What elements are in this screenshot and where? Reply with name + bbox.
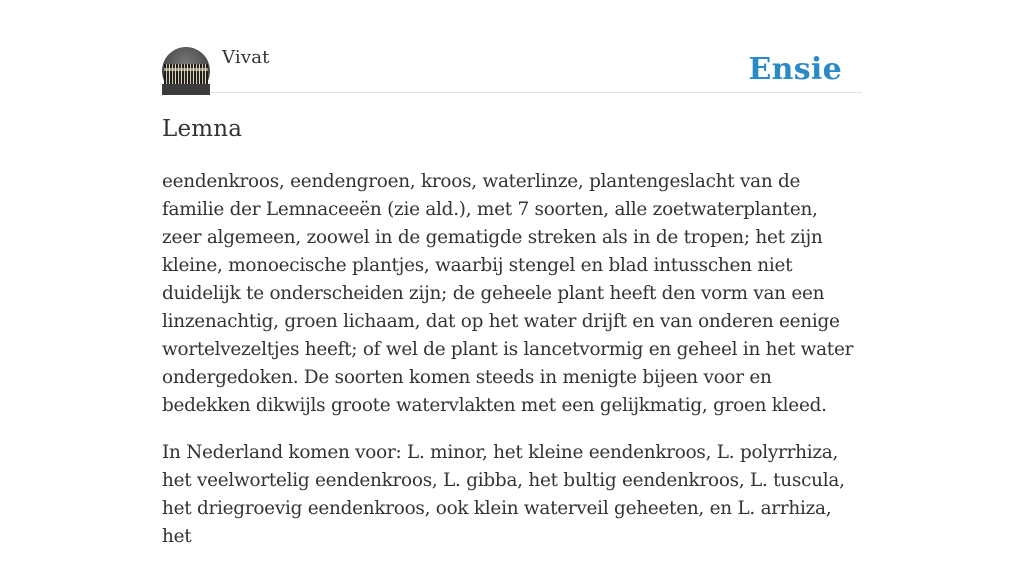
article-paragraph-2: In Nederland komen voor: L. minor, het kleine eendenkroos, L. polyrrhiza, het veelwortelig eendenkroos, L. gibba, het bultig eendenkroos, L. tuscula, het driegroevig eendenkroos, ook klein waterveil geheeten, en L. arrhiza, het xyxy=(162,442,845,547)
bookshelf-base xyxy=(162,84,210,95)
username-link[interactable]: Vivat xyxy=(222,47,270,68)
bookshelf-band xyxy=(164,68,208,71)
article-body xyxy=(162,168,862,570)
brand-logo[interactable]: Ensie xyxy=(748,52,842,87)
site-header xyxy=(162,47,862,93)
user-avatar[interactable] xyxy=(162,47,210,95)
article-title: Lemna xyxy=(162,116,243,142)
article-paragraph-1: eendenkroos, eendengroen, kroos, waterlinze, plantengeslacht van de familie der Lemnaceeën (zie ald.), met 7 soorten, alle zoetwaterplanten, zeer algemeen, zoowel in de gematigde streken als in de tropen; het zijn kleine, monoecische plantjes, waarbij stengel en blad intusschen niet duidelijk te onderscheiden zijn; de geheele plant heeft den vorm van een linzenachtig, groen lichaam, dat op het water drijft en van onderen eenige wortelvezeltjes heeft; of wel de plant is lancetvormig en geheel in het water ondergedoken. De soorten komen steeds in menigte bijeen voor en bedekken dikwijls groote watervlakten met een gelijkmatig, groen kleed. xyxy=(162,171,854,416)
bookshelf-icon xyxy=(164,64,208,84)
